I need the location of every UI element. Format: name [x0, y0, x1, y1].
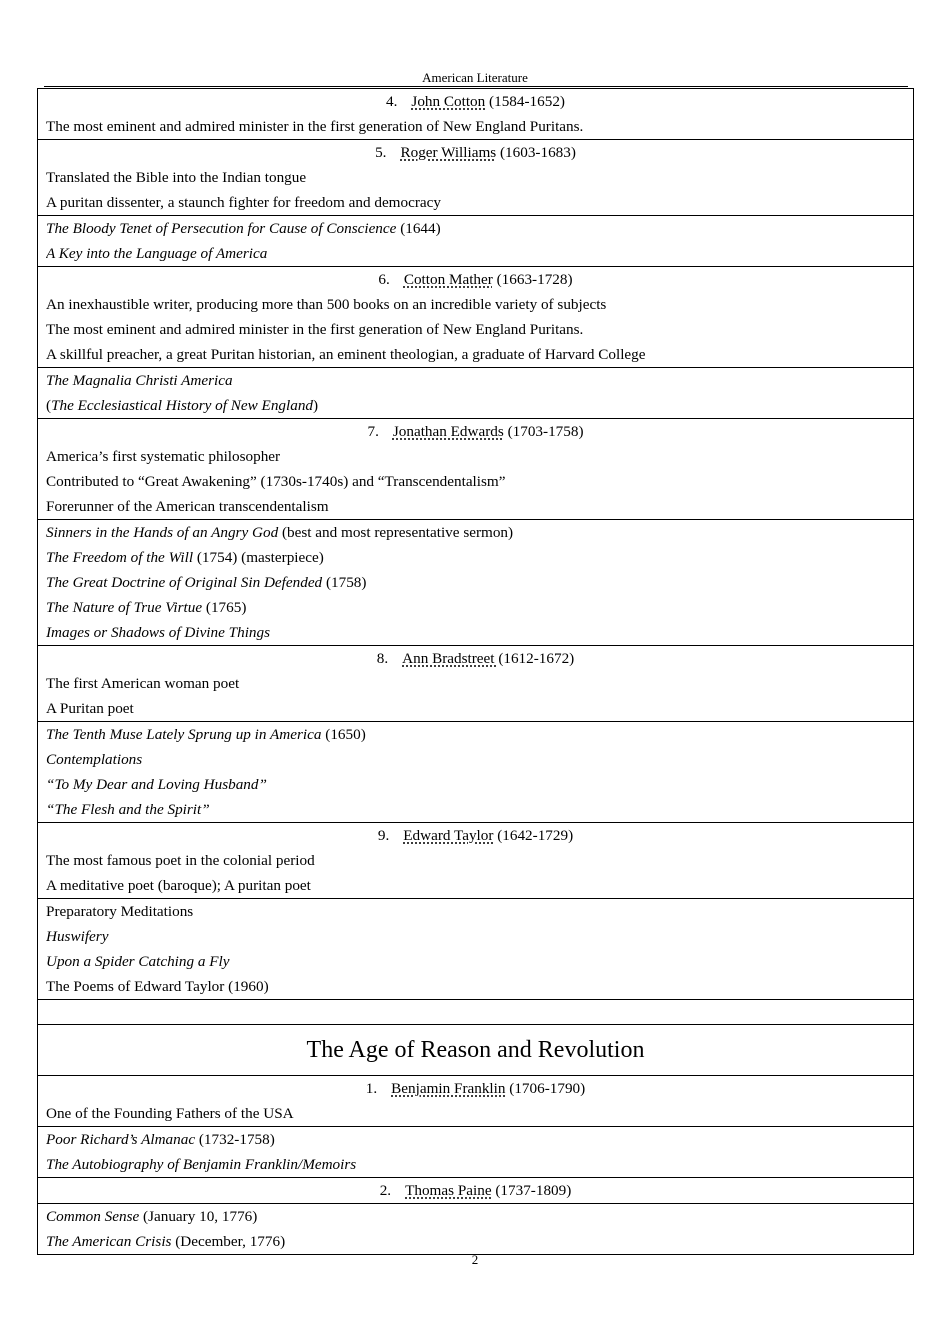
author-heading: 6. Cotton Mather (1663-1728) [378, 271, 573, 288]
work-line: The American Crisis (December, 1776) [46, 1233, 286, 1250]
author-heading: 4. John Cotton (1584-1652) [386, 93, 565, 110]
author-heading: 8. Ann Bradstreet (1612-1672) [376, 650, 575, 667]
work-line: Preparatory Meditations [46, 903, 194, 920]
work-line: Upon a Spider Catching a Fly [46, 953, 230, 970]
author-link-ann-bradstreet[interactable]: Ann Bradstreet [402, 650, 499, 667]
page-header: American Literature [422, 70, 528, 85]
work-line: “The Flesh and the Spirit” [46, 801, 210, 818]
author-heading: 9. Edward Taylor (1642-1729) [377, 827, 574, 844]
author-row-bradstreet [38, 646, 914, 722]
work-line: Common Sense (January 10, 1776) [46, 1208, 258, 1225]
description-line: Contributed to “Great Awakening” (1730s-1740s) and “Transcendentalism” [46, 473, 506, 490]
section-title: The Age of Reason and Revolution [38, 1025, 914, 1076]
author-row-cotton [38, 89, 914, 140]
description-line: The most eminent and admired minister in the first generation of New England Puritans. [46, 118, 584, 135]
description-line: The first American woman poet [46, 675, 240, 692]
description-line: The most famous poet in the colonial period [46, 852, 315, 869]
work-line: Poor Richard’s Almanac (1732-1758) [46, 1131, 275, 1148]
works-row-williams [38, 216, 914, 267]
author-row-paine [38, 1178, 914, 1204]
work-line: Sinners in the Hands of an Angry God (best and most representative sermon) [46, 524, 514, 541]
description-line: America’s first systematic philosopher [46, 448, 281, 465]
description-line: A Puritan poet [46, 700, 134, 717]
work-line: The Nature of True Virtue (1765) [46, 599, 247, 616]
header-rule [44, 86, 908, 87]
work-line: Contemplations [46, 751, 143, 768]
works-row-bradstreet [38, 722, 914, 823]
works-row-taylor [38, 899, 914, 1000]
description-line: A skillful preacher, a great Puritan historian, an eminent theologian, a graduate of Harvard College [46, 346, 646, 363]
description-line: The most eminent and admired minister in the first generation of New England Puritans. [46, 321, 584, 338]
empty-row [38, 1000, 914, 1025]
author-link-thomas-paine[interactable]: Thomas Paine [405, 1182, 492, 1199]
work-line: Huswifery [46, 928, 109, 945]
description-line: Translated the Bible into the Indian tongue [46, 169, 307, 186]
description-line: A meditative poet (baroque); A puritan poet [46, 877, 311, 894]
description-line: One of the Founding Fathers of the USA [46, 1105, 294, 1122]
work-line: The Magnalia Christi America [46, 372, 233, 389]
author-heading: 1. Benjamin Franklin (1706-1790) [365, 1080, 586, 1097]
section-heading-row [38, 1025, 914, 1076]
description-line: A puritan dissenter, a staunch fighter for freedom and democracy [46, 194, 441, 211]
author-link-benjamin-franklin[interactable]: Benjamin Franklin [391, 1080, 506, 1097]
work-line: The Great Doctrine of Original Sin Defended (1758) [46, 574, 367, 591]
author-row-williams [38, 140, 914, 216]
work-line: The Poems of Edward Taylor (1960) [46, 978, 269, 995]
author-heading: 7. Jonathan Edwards (1703-1758) [367, 423, 584, 440]
author-link-edward-taylor[interactable]: Edward Taylor [403, 827, 494, 844]
work-line: “To My Dear and Loving Husband” [46, 776, 267, 793]
author-row-franklin [38, 1076, 914, 1127]
author-row-mather [38, 267, 914, 368]
author-link-roger-williams[interactable]: Roger Williams [400, 144, 497, 161]
works-row-mather [38, 368, 914, 419]
work-line: Images or Shadows of Divine Things [46, 624, 271, 641]
author-link-john-cotton[interactable]: John Cotton [411, 93, 486, 110]
work-line: A Key into the Language of America [46, 245, 268, 262]
author-row-taylor [38, 823, 914, 899]
author-link-cotton-mather[interactable]: Cotton Mather [403, 271, 493, 288]
author-row-edwards [38, 419, 914, 520]
author-heading: 2. Thomas Paine (1737-1809) [379, 1182, 572, 1199]
literature-table [37, 88, 914, 1255]
description-line: Forerunner of the American transcendentalism [46, 498, 329, 515]
work-line: The Autobiography of Benjamin Franklin/Memoirs [46, 1156, 357, 1173]
work-line: The Bloody Tenet of Persecution for Cause of Conscience (1644) [46, 220, 441, 237]
works-row-edwards [38, 520, 914, 646]
works-row-franklin [38, 1127, 914, 1178]
author-heading: 5. Roger Williams (1603-1683) [375, 144, 576, 161]
description-line: An inexhaustible writer, producing more than 500 books on an incredible variety of subjects [46, 296, 607, 313]
author-link-jonathan-edwards[interactable]: Jonathan Edwards [392, 423, 504, 440]
works-row-paine [38, 1204, 914, 1255]
page-number: 2 [471, 1252, 479, 1267]
work-line: (The Ecclesiastical History of New England) [46, 397, 319, 414]
work-line: The Tenth Muse Lately Sprung up in America (1650) [46, 726, 366, 743]
work-line: The Freedom of the Will (1754) (masterpiece) [46, 549, 324, 566]
